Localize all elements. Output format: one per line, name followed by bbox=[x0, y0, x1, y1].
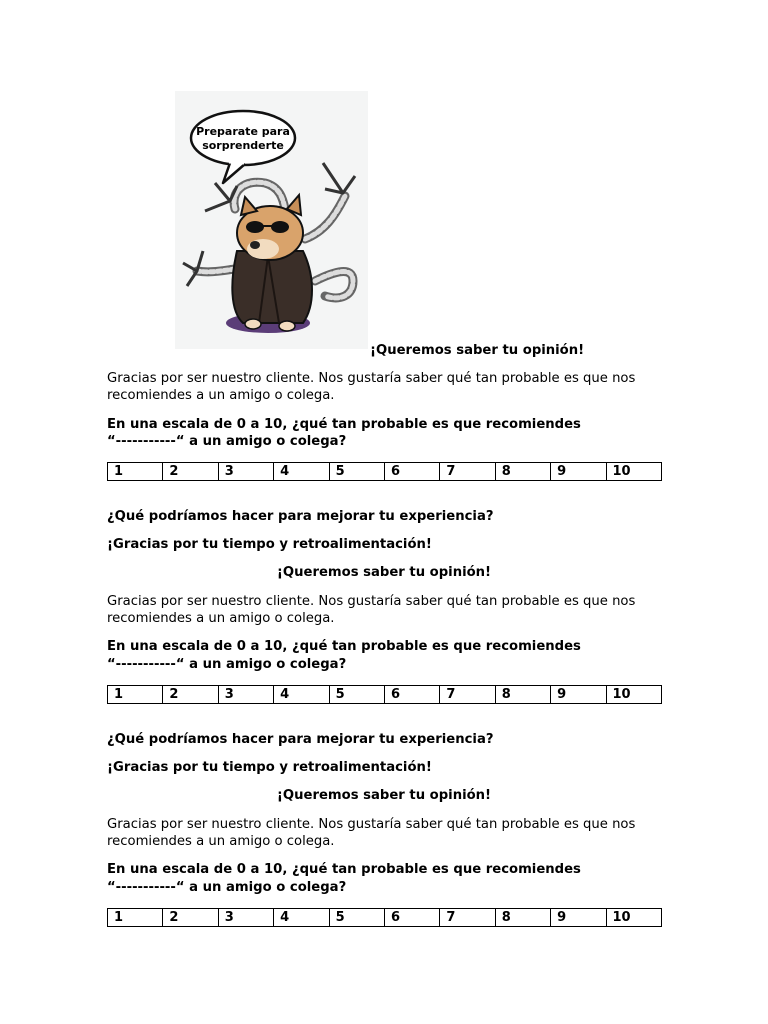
rating-option-8[interactable]: 8 bbox=[495, 463, 550, 481]
section2-improve-question: ¿Qué podríamos hacer para mejorar tu experiencia? bbox=[107, 732, 494, 747]
speech-bubble-line2: sorprenderte bbox=[202, 139, 284, 152]
rating-option-4[interactable]: 4 bbox=[274, 463, 329, 481]
rating-option-10[interactable]: 10 bbox=[606, 909, 661, 927]
section1-question-line1: En una escala de 0 a 10, ¿qué tan probable es que recomiendes bbox=[107, 417, 581, 432]
cartoon-dog-image bbox=[175, 91, 368, 349]
section3-heading: ¡Queremos saber tu opinión! bbox=[276, 788, 492, 803]
rating-option-1[interactable]: 1 bbox=[108, 463, 163, 481]
section2-question-line2: “-----------“ a un amigo o colega? bbox=[107, 657, 347, 672]
section2-intro-line2: recomiendes a un amigo o colega. bbox=[107, 611, 335, 626]
rating-option-4[interactable]: 4 bbox=[274, 686, 329, 704]
section2-question-line1: En una escala de 0 a 10, ¿qué tan probable es que recomiendes bbox=[107, 639, 581, 654]
rating-option-9[interactable]: 9 bbox=[551, 909, 606, 927]
rating-option-10[interactable]: 10 bbox=[606, 463, 661, 481]
rating-option-5[interactable]: 5 bbox=[329, 463, 384, 481]
rating-option-10[interactable]: 10 bbox=[606, 686, 661, 704]
section1-improve-question: ¿Qué podríamos hacer para mejorar tu experiencia? bbox=[107, 509, 494, 524]
speech-bubble-line1: Preparate para bbox=[196, 125, 290, 138]
section2-thanks: ¡Gracias por tu tiempo y retroalimentación! bbox=[107, 760, 432, 775]
section3-question-line1: En una escala de 0 a 10, ¿qué tan probable es que recomiendes bbox=[107, 862, 581, 877]
rating-option-9[interactable]: 9 bbox=[551, 686, 606, 704]
rating-option-4[interactable]: 4 bbox=[274, 909, 329, 927]
rating-option-7[interactable]: 7 bbox=[440, 686, 495, 704]
rating-option-5[interactable]: 5 bbox=[329, 909, 384, 927]
section2-intro-line1: Gracias por ser nuestro cliente. Nos gustaría saber qué tan probable es que nos bbox=[107, 594, 636, 609]
rating-option-6[interactable]: 6 bbox=[384, 463, 439, 481]
rating-option-2[interactable]: 2 bbox=[163, 463, 218, 481]
rating-option-7[interactable]: 7 bbox=[440, 909, 495, 927]
rating-option-2[interactable]: 2 bbox=[163, 686, 218, 704]
rating-option-9[interactable]: 9 bbox=[551, 463, 606, 481]
rating-option-1[interactable]: 1 bbox=[108, 686, 163, 704]
rating-option-3[interactable]: 3 bbox=[218, 686, 273, 704]
section1-heading: ¡Queremos saber tu opinión! bbox=[370, 343, 585, 358]
rating-option-3[interactable]: 3 bbox=[218, 463, 273, 481]
rating-row bbox=[108, 909, 662, 927]
rating-option-7[interactable]: 7 bbox=[440, 463, 495, 481]
rating-option-8[interactable]: 8 bbox=[495, 909, 550, 927]
section2-rating-scale bbox=[107, 685, 662, 704]
section2-heading: ¡Queremos saber tu opinión! bbox=[276, 565, 492, 580]
cartoon-illustration bbox=[175, 91, 368, 349]
rating-row bbox=[108, 463, 662, 481]
rating-option-8[interactable]: 8 bbox=[495, 686, 550, 704]
rating-option-6[interactable]: 6 bbox=[384, 909, 439, 927]
rating-option-3[interactable]: 3 bbox=[218, 909, 273, 927]
section3-intro-line2: recomiendes a un amigo o colega. bbox=[107, 834, 335, 849]
section3-question-line2: “-----------“ a un amigo o colega? bbox=[107, 880, 347, 895]
section3-rating-scale bbox=[107, 908, 662, 927]
section1-question-line2: “-----------“ a un amigo o colega? bbox=[107, 434, 347, 449]
section1-intro-line1: Gracias por ser nuestro cliente. Nos gustaría saber qué tan probable es que nos bbox=[107, 371, 636, 386]
rating-option-2[interactable]: 2 bbox=[163, 909, 218, 927]
section1-intro-line2: recomiendes a un amigo o colega. bbox=[107, 388, 335, 403]
rating-option-1[interactable]: 1 bbox=[108, 909, 163, 927]
section3-intro-line1: Gracias por ser nuestro cliente. Nos gustaría saber qué tan probable es que nos bbox=[107, 817, 636, 832]
section1-rating-scale bbox=[107, 462, 662, 481]
rating-option-6[interactable]: 6 bbox=[384, 686, 439, 704]
rating-row bbox=[108, 686, 662, 704]
rating-option-5[interactable]: 5 bbox=[329, 686, 384, 704]
section1-thanks: ¡Gracias por tu tiempo y retroalimentación! bbox=[107, 537, 432, 552]
